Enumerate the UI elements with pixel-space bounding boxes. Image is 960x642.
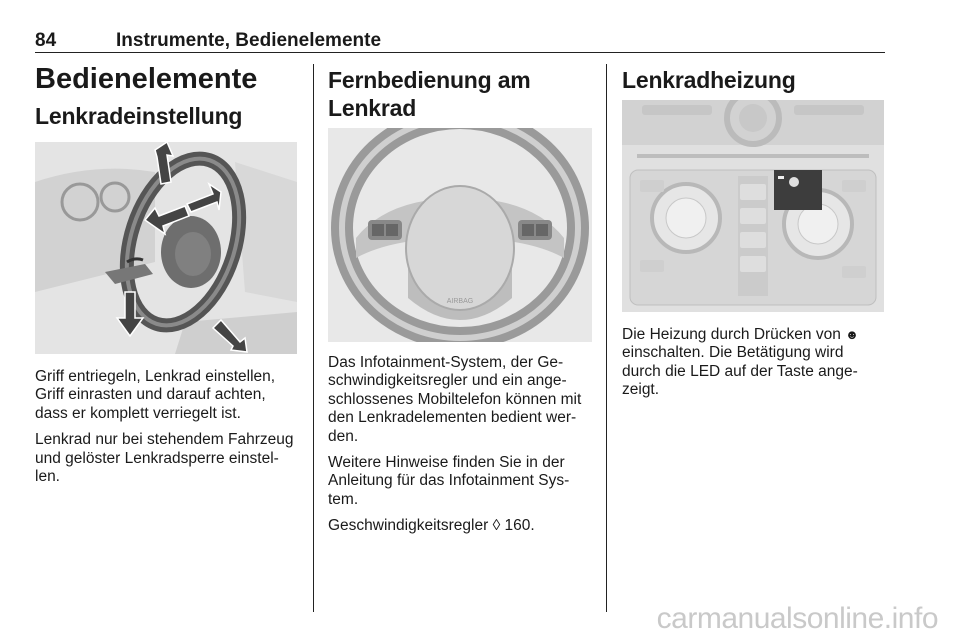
heating-panel-illustration [622,100,884,312]
paragraph: Das Infotainment-System, der Ge-schwindigkeitsregler und ein ange-schlossenes Mobiltelefon können mit den Lenkradelementen bedient wer-den. [328,354,582,445]
running-title: Instrumente, Bedienelemente [116,30,382,51]
reference-text: Geschwindigkeitsregler [328,517,489,535]
column-divider [606,64,607,612]
heading-steering-heating: Lenkradheizung [622,67,796,93]
paragraph: Lenkrad nur bei stehendem Fahrzeug und gelöster Lenkradsperre einstel-len. [35,431,294,486]
paragraph: Griff entriegeln, Lenkrad einstellen, Griff einrasten und darauf achten, dass er komplett verriegelt ist. [35,368,276,422]
steering-wheel-controls-illustration [328,128,592,342]
svg-text:AIRBAG: AIRBAG [446,298,474,305]
column-steering-adjustment [35,62,297,486]
column-steering-heating [622,62,884,400]
column-divider [313,64,314,612]
heading-steering-adjustment: Lenkradeinstellung [35,103,243,129]
paragraph-text: einschalten. Die Betätigung wird durch die LED auf der Taste ange-zeigt. [622,344,858,399]
paragraph [622,326,884,400]
page-header [35,30,885,53]
section-title: Bedienelemente [35,63,258,95]
reference-page[interactable]: 160. [504,517,535,535]
reference-line [328,517,592,535]
paragraph: Weitere Hinweise finden Sie in der Anleitung für das Infotainment Sys-tem. [328,454,570,508]
watermark: carmanualsonline.info [656,602,938,635]
steering-wheel-heat-icon: ☻ [845,327,859,342]
page-number: 84 [35,30,57,51]
page-reference-icon: ◊ [492,517,501,535]
steering-adjustment-illustration [35,142,297,354]
column-steering-remote [328,62,592,536]
paragraph-text: Die Heizung durch Drücken von [622,326,841,343]
heading-steering-remote: Fernbedienung am Lenkrad [328,67,531,121]
